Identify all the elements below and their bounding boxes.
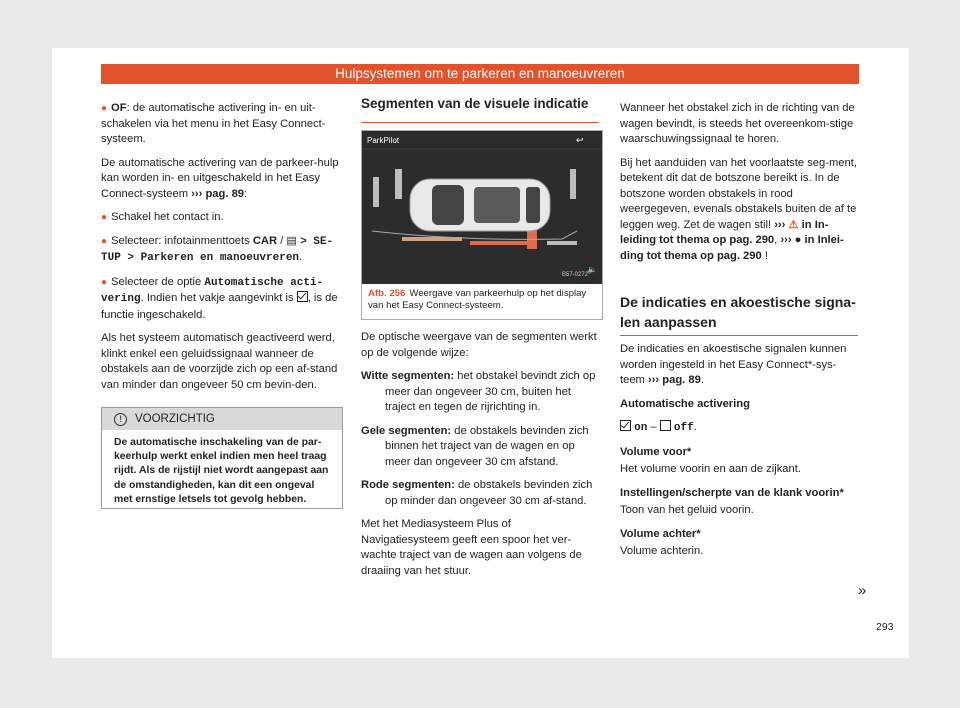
option-name: Automatische acti-vering <box>101 276 324 305</box>
segment-item-yellow <box>361 424 601 471</box>
warning-text: De automatische inschakeling van de par-keerhulp werkt enkel indien men heel traag rijdt. Als de rijstijl niet wordt aangepast aan de omstandigheden, kan dit een ongeval met ernstige letsels tot gevolg hebben. <box>114 437 329 505</box>
caption-label: Afb. 256 <box>368 288 406 299</box>
column-1 <box>101 101 341 401</box>
segment-item-red <box>361 478 601 509</box>
bullet-icon: ● <box>101 212 108 223</box>
signal-paragraph: Als het systeem automatisch geactiveerd werd, klinkt enkel een geluidssignaal wanneer de obstakels aan de voorzijde zich op een af-stand van minder dan ongeveer 50 cm bevin-den. <box>101 332 338 391</box>
segment-term: Rode segmenten: <box>361 479 455 491</box>
setting-desc-volume-rear: Volume achterin. <box>620 545 704 557</box>
column-3-top <box>620 101 860 272</box>
off-label: off <box>673 422 694 434</box>
on-off-line: on – off. <box>620 420 860 437</box>
front-segment-mid <box>395 169 402 199</box>
segments-outro: Met het Mediasysteem Plus of Navigatiesysteem geeft een spoor het ver-wachte traject van de wagen aan volgens de draaiing van het stuur. <box>361 518 582 577</box>
bullet-select-text: Selecteer: infotainmenttoets <box>111 234 250 247</box>
bullet-contact <box>101 210 341 226</box>
page-number: 293 <box>876 621 894 633</box>
segments-intro: De optische weergave van de segmenten werkt op de volgende wijze: <box>361 331 597 359</box>
setting-desc-sound-front: Toon van het geluid voorin. <box>620 504 754 516</box>
collision-end: ! <box>761 249 768 262</box>
checked-box-icon <box>297 291 308 302</box>
rear-segment <box>570 169 576 199</box>
white-segment-right <box>547 241 577 245</box>
off-text: : de automatische activering in- en uit-schakelen via het menu in het Easy Connect-systeem. <box>101 102 326 145</box>
chapter-header: Hulpsystemen om te parkeren en manoeuvreren <box>101 64 859 84</box>
option-post: . Indien het vakje aangevinkt is <box>140 292 294 304</box>
parkpilot-graphic <box>362 131 602 284</box>
bullet-select: ● Selecteer: infotainmenttoets CAR / ▤ > SE-TUP > Parkeren en manoeuvreren. <box>101 234 334 264</box>
segment-term: Gele segmenten: <box>361 424 452 437</box>
back-icon: ↩ <box>576 136 584 146</box>
setting-title-volume-rear: Volume achter* <box>620 527 701 540</box>
bullet-icon: ● <box>101 235 108 247</box>
section-divider <box>620 335 858 336</box>
warning-title: VOORZICHTIG <box>135 413 215 425</box>
front-segment-left <box>373 177 379 207</box>
figure-code: B57-0272 <box>562 272 589 278</box>
setting-title-sound-front: Instellingen/scherpte van de klank voorin* <box>620 486 844 499</box>
empty-box-icon <box>660 420 671 431</box>
off-paragraph <box>101 101 341 148</box>
on-label: on <box>634 422 648 434</box>
setting-title-volume-front: Volume voor* <box>620 445 692 458</box>
parkpilot-screen <box>362 131 602 284</box>
ref-arrows: ››› <box>780 234 792 246</box>
section-title-adjust: De indicaties en akoestische signa-len aanpassen <box>620 294 856 330</box>
option-end: , is de functie ingeschakeld. <box>101 292 338 321</box>
column-2-text <box>361 330 601 587</box>
checked-box-icon <box>620 420 631 431</box>
adjust-text: De indicaties en akoestische signalen kunnen worden ingesteld in het Easy Connect*-sys-teem <box>620 343 847 386</box>
segment-desc: het obstakel bevindt zich op meer dan ongeveer 30 cm, buiten het traject en tegen de rijrichting in. <box>385 370 596 413</box>
menu-path: > SE-TUP > Parkeren en manoeuvreren <box>101 235 334 264</box>
setting-desc-volume-front: Het volume voorin en aan de zijkant. <box>620 463 801 475</box>
segment-term: Witte segmenten: <box>361 370 455 382</box>
segment-desc: de obstakels bevinden zich op minder dan ongeveer 30 cm af-stand. <box>385 479 593 507</box>
warning-box <box>101 407 343 509</box>
segment-desc: de obstakels bevinden zich binnen het traject van de wagen en op meer dan ongeveer 30 cm afstand. <box>385 424 589 468</box>
caption-text: Weergave van parkeerhulp op het display van het Easy Connect-systeem. <box>368 288 587 311</box>
bullet-icon: ● <box>101 103 108 114</box>
reference-link[interactable]: in Inlei-ding tot thema op pag. 290 <box>620 234 844 262</box>
reference-link[interactable]: in In-leiding tot thema op pag. 290 <box>620 218 829 246</box>
figure-parkpilot <box>361 130 603 320</box>
bullet-option-text: Selecteer de optie <box>111 275 202 288</box>
next-page-icon: » <box>858 582 867 599</box>
warning-header <box>102 408 342 430</box>
adjust-paragraph: De indicaties en akoestische signalen kunnen worden ingesteld in het Easy Connect*-sys-teem ››› pag. 89. <box>620 343 847 386</box>
menu-icon: ▤ <box>286 234 297 247</box>
activation-paragraph: De automatische activering van de parkeer-hulp kan worden in- en uitgeschakeld in het Easy Connect-systeem ››› pag. 89: <box>101 156 339 200</box>
red-segment-bottom <box>470 241 530 245</box>
bullet-option <box>101 275 341 324</box>
segment-item-white <box>361 369 601 416</box>
info-dot-icon: ● <box>794 234 802 246</box>
column-3-bottom <box>620 342 860 568</box>
car-button-label: CAR <box>252 234 278 247</box>
collision-zone-paragraph: Bij het aanduiden van het voorlaatste seg-ment, betekent dit dat de botszone bereikt is. In de botszone worden obstakels in rood weergegeven, evenals obstakels buiten de af te leggen weg. Zet de wagen stil! ››› ⚠ in In-leiding tot thema op pag. 290, ››› ● in Inlei-ding tot thema op pag. 290 ! <box>620 156 857 262</box>
activation-text: De automatische activering van de parkeer-hulp kan worden in- en uitgeschakeld in het Easy Connect-systeem <box>101 156 339 200</box>
section-title-segments: Segmenten van de visuele indicatie <box>361 96 599 123</box>
screen-title: ParkPilot <box>367 136 400 145</box>
page-reference[interactable]: ››› pag. 89 <box>647 374 701 386</box>
car-top-view <box>410 179 550 231</box>
info-icon: ! <box>114 413 127 426</box>
figure-caption <box>368 288 598 312</box>
bullet-icon: ● <box>101 276 108 288</box>
warning-signal-paragraph: Wanneer het obstakel zich in de richting van de wagen bevindt, is steeds het overeenkom-stige waarschuwingssignaal te horen. <box>620 102 855 145</box>
speaker-icon: 🔈 <box>587 265 597 274</box>
ref-arrows: ››› <box>774 218 786 231</box>
page-reference[interactable]: ››› pag. 89 <box>191 187 245 200</box>
off-label: OF <box>111 102 127 114</box>
collision-text: Bij het aanduiden van het voorlaatste seg-ment, betekent dit dat de botszone bereikt is. In de botszone worden obstakels in rood weergegeven, evenals obstakels buiten de af te leggen weg. Zet de wagen stil! <box>620 156 857 231</box>
bullet-contact-text: Schakel het contact in. <box>111 211 224 223</box>
setting-title-auto: Automatische activering <box>620 397 750 410</box>
warning-triangle-icon: ⚠ <box>788 218 799 231</box>
